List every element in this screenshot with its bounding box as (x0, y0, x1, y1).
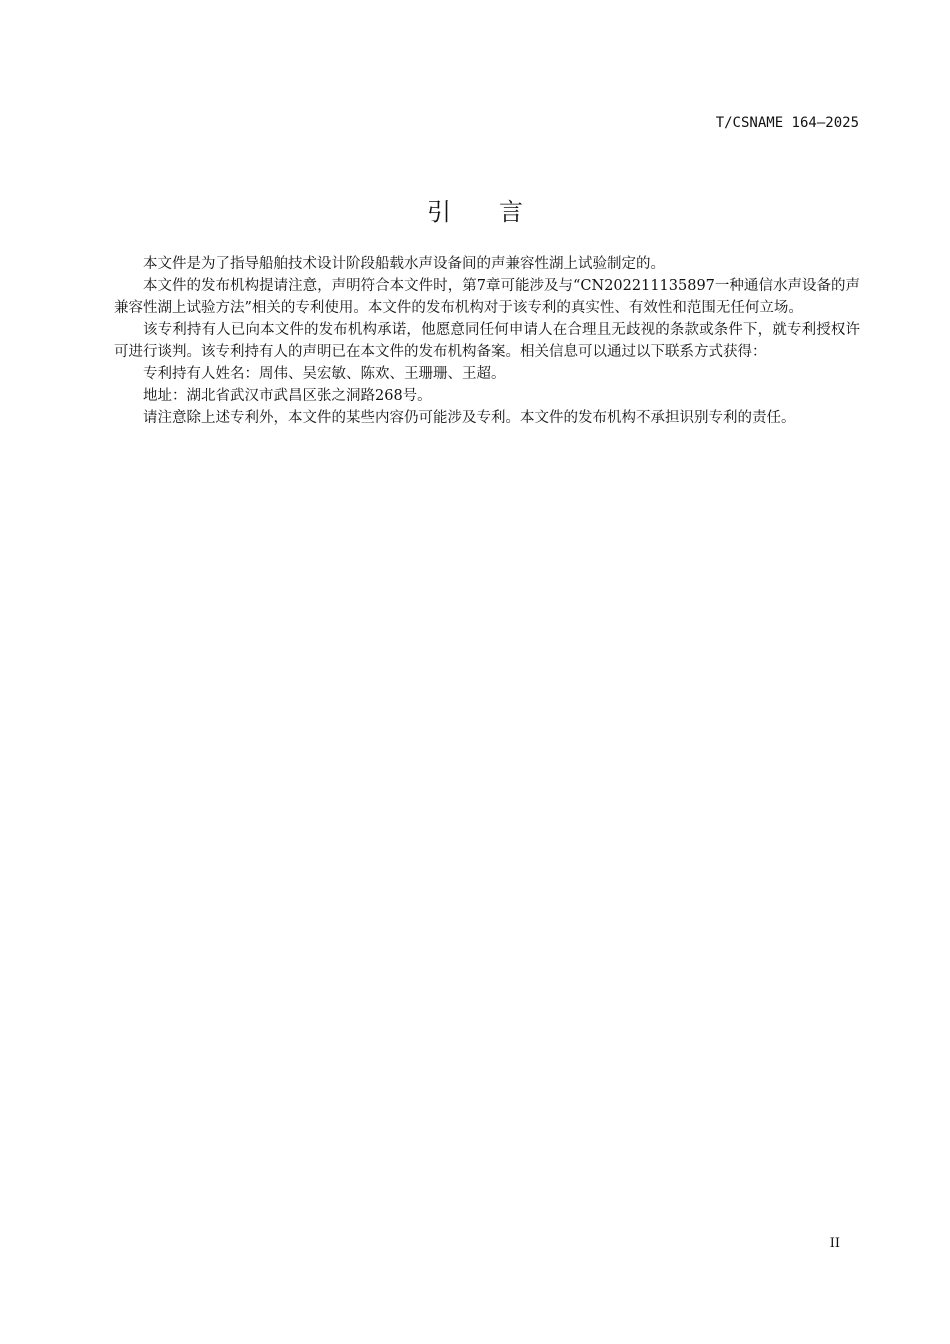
body-text (114, 253, 860, 429)
paragraph-address: 地址：湖北省武汉市武昌区张之洞路268号。 (143, 388, 432, 404)
page-number: II (829, 1236, 840, 1251)
paragraph-disclaimer: 请注意除上述专利外，本文件的某些内容仍可能涉及专利。本文件的发布机构不承担识别专利的责任。 (143, 410, 796, 426)
document-code: T/CSNAME 164—2025 (715, 115, 859, 131)
page-title: 引言 (427, 198, 571, 226)
paragraph-patent-holders: 专利持有人姓名：周伟、吴宏敏、陈欢、王珊珊、王超。 (143, 366, 506, 382)
paragraph-purpose: 本文件是为了指导船舶技术设计阶段船载水声设备间的声兼容性湖上试验制定的。 (143, 256, 665, 272)
paragraph-patent-commitment: 该专利持有人已向本文件的发布机构承诺，他愿意同任何申请人在合理且无歧视的条款或条件下，就专利授权许可进行谈判。该专利持有人的声明已在本文件的发布机构备案。相关信息可以通过以下联系方式获得： (114, 322, 860, 360)
paragraph-patent-notice: 本文件的发布机构提请注意，声明符合本文件时，第7章可能涉及与“CN202211135897一种通信水声设备的声兼容性湖上试验方法”相关的专利使用。本文件的发布机构对于该专利的真实性、有效性和范围无任何立场。 (114, 278, 860, 316)
